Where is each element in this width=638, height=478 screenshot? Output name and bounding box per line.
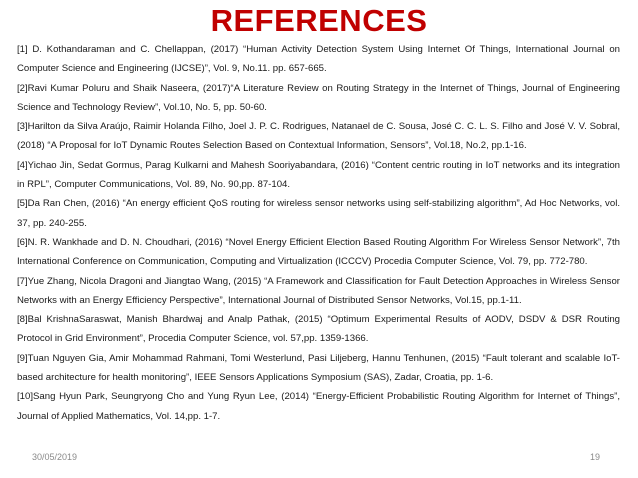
page-number: 19 (589, 452, 600, 462)
reference-item: [9]Tuan Nguyen Gia, Amir Mohammad Rahmani, Tomi Westerlund, Pasi Liljeberg, Hannu Tenhunen, (2015) “Fault tolerant and scalable IoT-based architecture for health monitoring”, IEEE Sensors Applications Symposium (SAS), Zadar, Croatia, pp. 1-6. (17, 352, 620, 384)
reference-item: [10]Sang Hyun Park, Seungryong Cho and Yung Ryun Lee, (2014) “Energy-Efficient Probabilistic Routing Algorithm for Internet of Things”, Journal of Applied Mathematics, Vol. 14,pp. 1-7. (17, 391, 620, 422)
reference-item: [2]Ravi Kumar Poluru and Shaik Naseera, (2017)“A Literature Review on Routing Strategy in the Internet of Things, Journal of Engineering Science and Technology Review”, Vol.10, No. 5, pp. 50-60. (17, 82, 620, 113)
reference-item: [3]Harilton da Silva Araújo, Raimir Holanda Filho, Joel J. P. C. Rodrigues, Natanael de C. Sousa, José C. C. L. S. Filho and José V. V. Sobral, (2018) “A Proposal for IoT Dynamic Routes Selection Based on Contextual Information, Sensors”, Vol.18, No.2, pp.1-16. (17, 121, 620, 152)
reference-item: [6]N. R. Wankhade and D. N. Choudhari, (2016) “Novel Energy Efficient Election Based Routing Algorithm For Wireless Sensor Network”, 7th International Conference on Communication, Computing and Virtualization (ICCCV) Procedia Computer Science, Vol. 79, pp. 772-780. (17, 236, 620, 268)
reference-list (17, 40, 620, 426)
reference-item: [1] D. Kothandaraman and C. Chellappan, (2017) “Human Activity Detection System Using Internet Of Things, International Journal on Computer Science and Engineering (IJCSE)”, Vol. 9, No.11. pp. 657-665. (17, 44, 620, 75)
reference-item: [8]Bal KrishnaSaraswat, Manish Bhardwaj and Analp Pathak, (2015) “Optimum Experimental Results of AODV, DSDV & DSR Routing Protocol in Grid Environment”, Procedia Computer Science, vol. 57,pp. 1359-1366. (17, 314, 620, 345)
reference-item: [7]Yue Zhang, Nicola Dragoni and Jiangtao Wang, (2015) “A Framework and Classification for Fault Detection Approaches in Wireless Sensor Networks with an Energy Efficiency Perspective”, International Journal of Distributed Sensor Networks, Vol.15, pp.1-11. (17, 275, 620, 306)
slide-title: REFERENCES (210, 3, 428, 38)
footer-date: 30/05/2019 (32, 452, 78, 462)
reference-item: [4]Yichao Jin, Sedat Gormus, Parag Kulkarni and Mahesh Sooriyabandara, (2016) “Content centric routing in IoT networks and its integration in RPL”, Computer Communications, Vol. 89, No. 90,pp. 87-104. (17, 159, 620, 191)
reference-item: [5]Da Ran Chen, (2016) “An energy efficient QoS routing for wireless sensor networks using self-stabilizing algorithm”, Ad Hoc Networks, vol. 37, pp. 240-255. (17, 198, 620, 229)
